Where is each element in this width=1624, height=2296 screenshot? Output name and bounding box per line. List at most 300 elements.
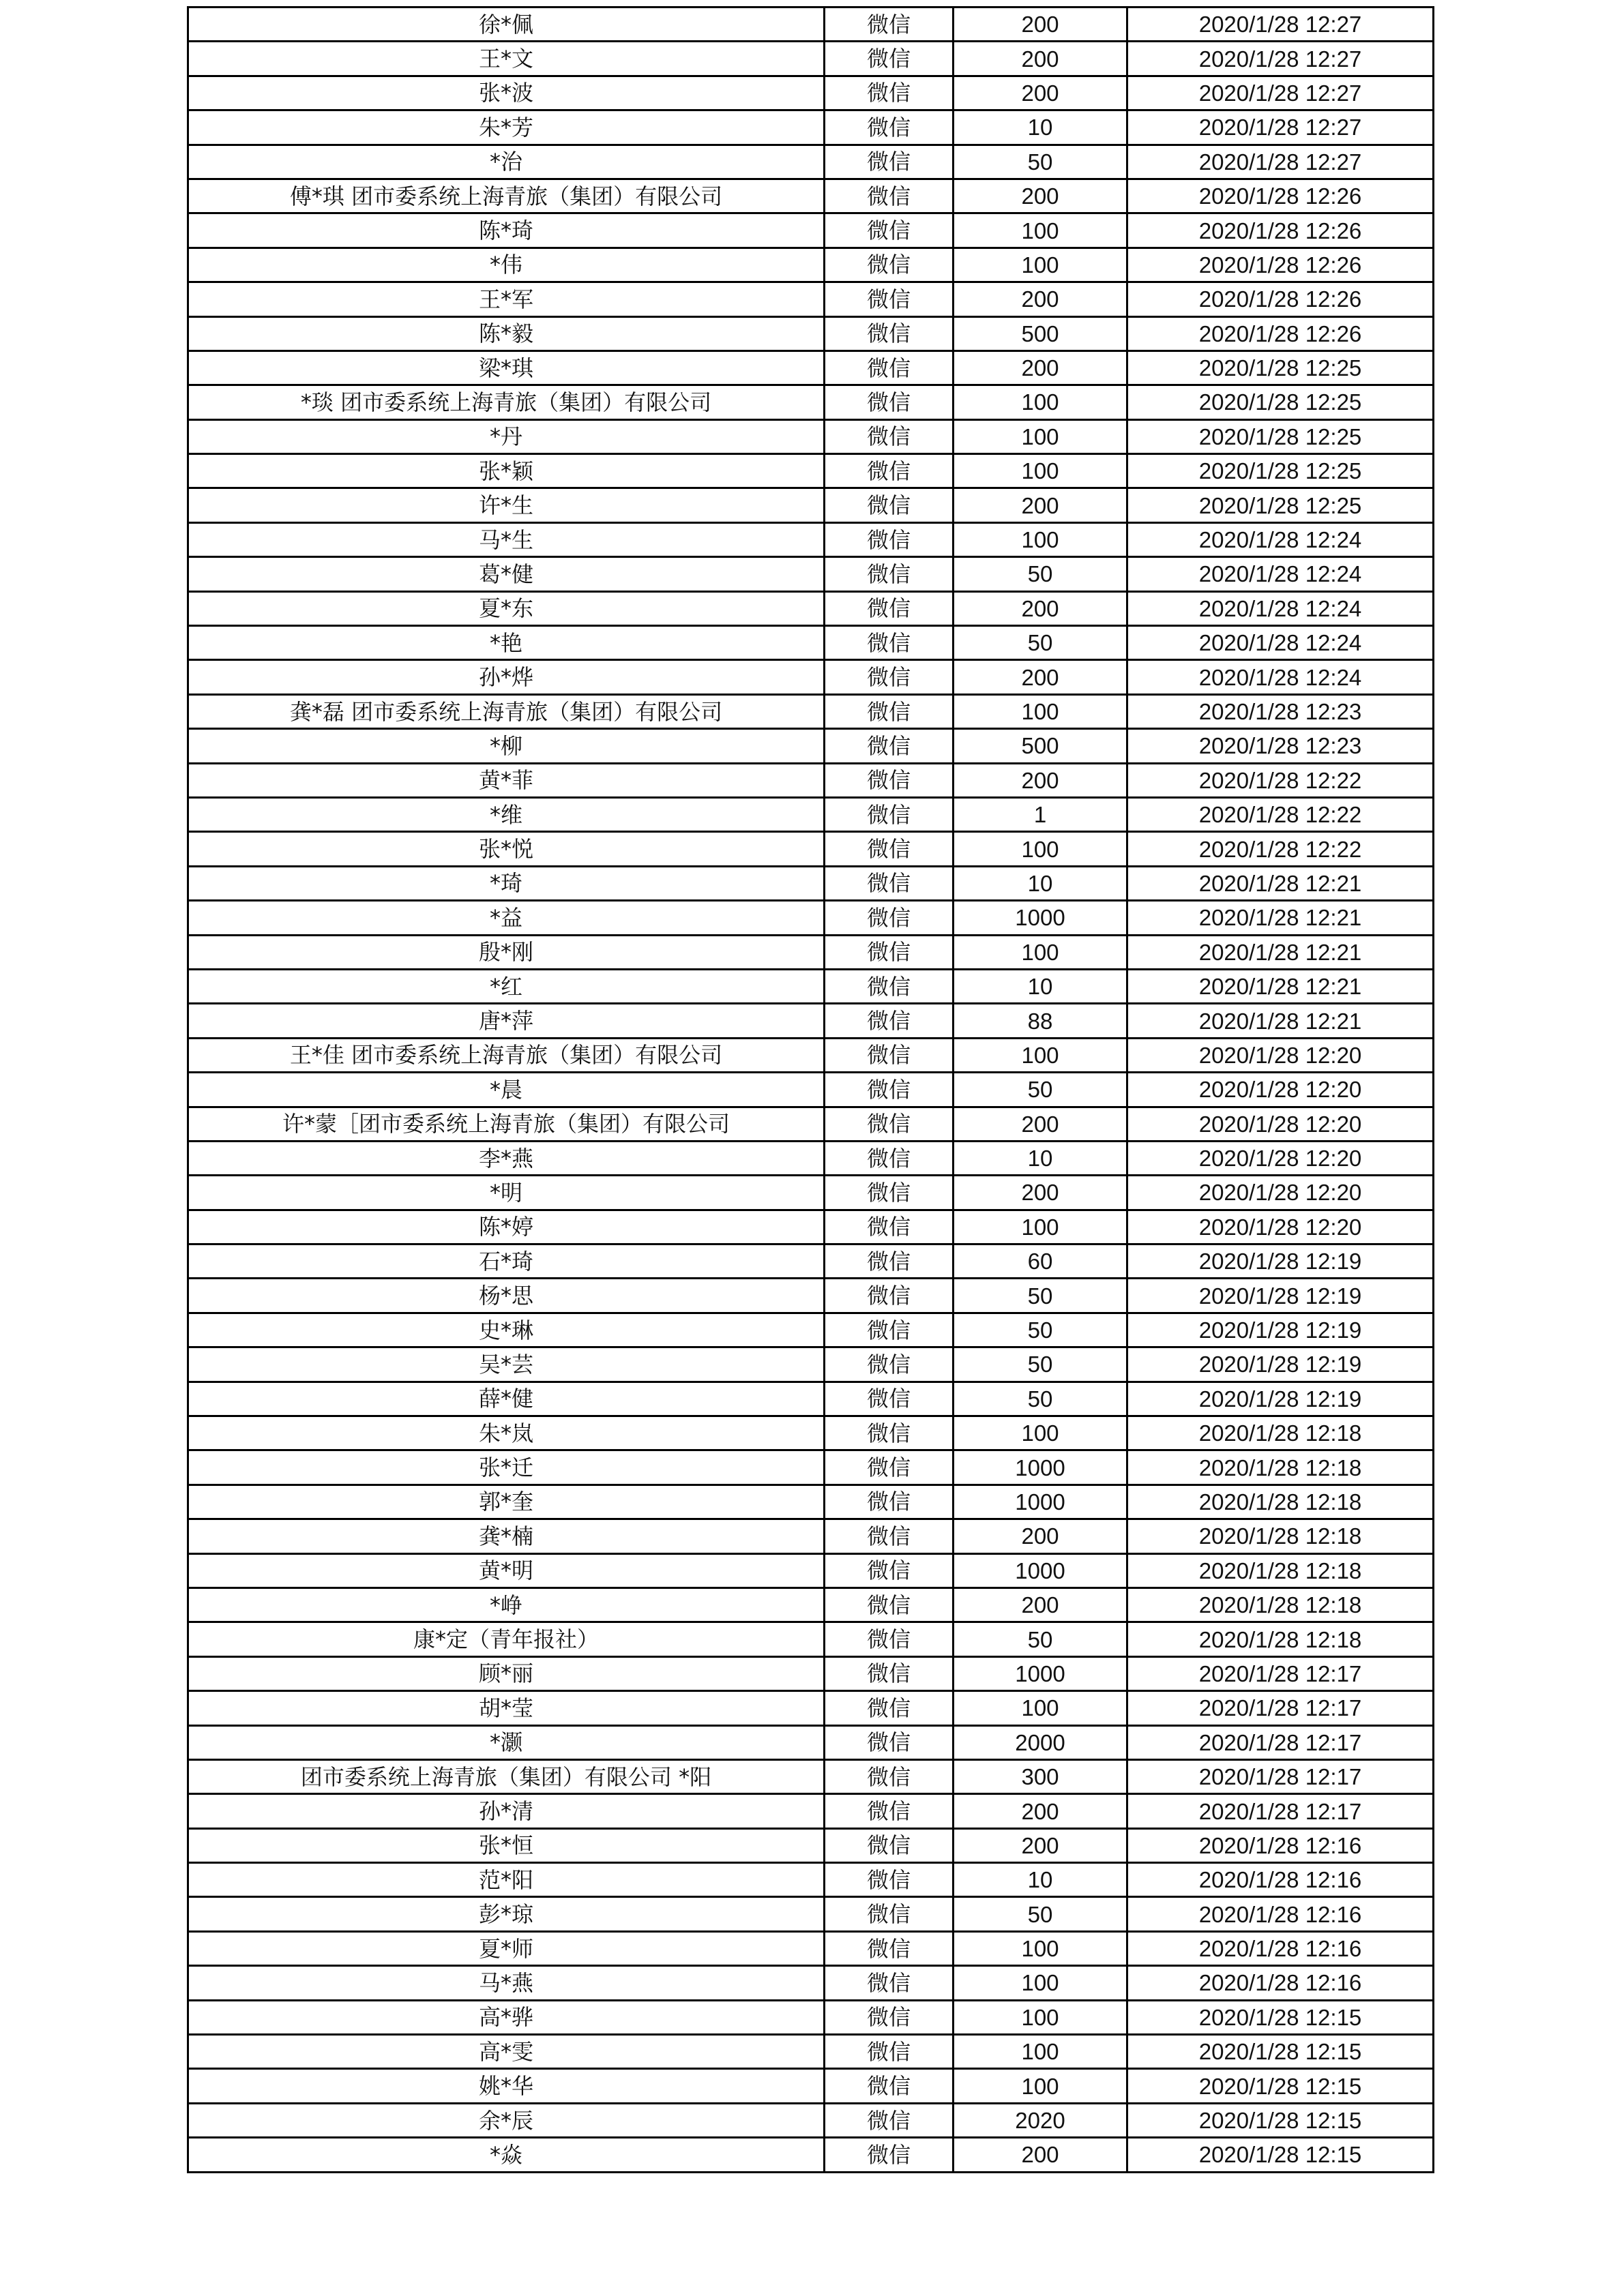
donor-name-cell: 陈*毅 bbox=[188, 316, 825, 351]
timestamp-cell: 2020/1/28 12:25 bbox=[1127, 488, 1434, 522]
donor-name-cell: *柳 bbox=[188, 729, 825, 763]
donor-name-cell: 吴*芸 bbox=[188, 1347, 825, 1382]
amount-cell: 200 bbox=[954, 1828, 1127, 1862]
table-row bbox=[188, 1725, 1434, 1759]
payment-method-cell: 微信 bbox=[825, 1759, 954, 1793]
table-row bbox=[188, 1587, 1434, 1622]
donor-name-cell: 孙*烨 bbox=[188, 660, 825, 694]
table-row bbox=[188, 2035, 1434, 2069]
amount-cell: 100 bbox=[954, 2000, 1127, 2034]
payment-method-cell: 微信 bbox=[825, 1382, 954, 1416]
amount-cell: 2020 bbox=[954, 2103, 1127, 2137]
donor-name-cell: 梁*琪 bbox=[188, 351, 825, 385]
amount-cell: 88 bbox=[954, 1004, 1127, 1038]
timestamp-cell: 2020/1/28 12:27 bbox=[1127, 76, 1434, 110]
donor-name-cell: 王*军 bbox=[188, 282, 825, 316]
table-row bbox=[188, 901, 1434, 935]
amount-cell: 200 bbox=[954, 8, 1127, 42]
timestamp-cell: 2020/1/28 12:26 bbox=[1127, 248, 1434, 282]
payment-method-cell: 微信 bbox=[825, 935, 954, 969]
table-row bbox=[188, 351, 1434, 385]
payment-method-cell: 微信 bbox=[825, 591, 954, 625]
timestamp-cell: 2020/1/28 12:17 bbox=[1127, 1794, 1434, 1828]
amount-cell: 1000 bbox=[954, 1656, 1127, 1690]
timestamp-cell: 2020/1/28 12:20 bbox=[1127, 1210, 1434, 1244]
timestamp-cell: 2020/1/28 12:17 bbox=[1127, 1691, 1434, 1725]
amount-cell: 100 bbox=[954, 832, 1127, 866]
amount-cell: 1000 bbox=[954, 1485, 1127, 1519]
donor-name-cell: *红 bbox=[188, 969, 825, 1003]
amount-cell: 50 bbox=[954, 1073, 1127, 1107]
payment-method-cell: 微信 bbox=[825, 1587, 954, 1622]
amount-cell: 2000 bbox=[954, 1725, 1127, 1759]
timestamp-cell: 2020/1/28 12:17 bbox=[1127, 1759, 1434, 1793]
table-row bbox=[188, 248, 1434, 282]
amount-cell: 50 bbox=[954, 626, 1127, 660]
timestamp-cell: 2020/1/28 12:26 bbox=[1127, 213, 1434, 248]
amount-cell: 100 bbox=[954, 419, 1127, 453]
donor-name-cell: *明 bbox=[188, 1176, 825, 1210]
payment-method-cell: 微信 bbox=[825, 626, 954, 660]
timestamp-cell: 2020/1/28 12:15 bbox=[1127, 2035, 1434, 2069]
amount-cell: 10 bbox=[954, 110, 1127, 145]
amount-cell: 1000 bbox=[954, 901, 1127, 935]
amount-cell: 50 bbox=[954, 1347, 1127, 1382]
timestamp-cell: 2020/1/28 12:22 bbox=[1127, 763, 1434, 797]
donor-name-cell: 余*辰 bbox=[188, 2103, 825, 2137]
donation-table bbox=[187, 6, 1434, 2173]
table-row bbox=[188, 729, 1434, 763]
timestamp-cell: 2020/1/28 12:20 bbox=[1127, 1176, 1434, 1210]
amount-cell: 50 bbox=[954, 1382, 1127, 1416]
amount-cell: 10 bbox=[954, 1863, 1127, 1897]
timestamp-cell: 2020/1/28 12:27 bbox=[1127, 8, 1434, 42]
table-row bbox=[188, 1897, 1434, 1931]
timestamp-cell: 2020/1/28 12:18 bbox=[1127, 1519, 1434, 1553]
payment-method-cell: 微信 bbox=[825, 1416, 954, 1450]
donor-name-cell: *琦 bbox=[188, 866, 825, 900]
donor-name-cell: *治 bbox=[188, 145, 825, 179]
donor-name-cell: 孙*清 bbox=[188, 1794, 825, 1828]
timestamp-cell: 2020/1/28 12:19 bbox=[1127, 1347, 1434, 1382]
donor-name-cell: *伟 bbox=[188, 248, 825, 282]
donor-name-cell: 张*悦 bbox=[188, 832, 825, 866]
payment-method-cell: 微信 bbox=[825, 351, 954, 385]
donor-name-cell: 张*波 bbox=[188, 76, 825, 110]
timestamp-cell: 2020/1/28 12:15 bbox=[1127, 2103, 1434, 2137]
donor-name-cell: 张*颖 bbox=[188, 454, 825, 488]
donor-name-cell: *峥 bbox=[188, 1587, 825, 1622]
donor-name-cell: *维 bbox=[188, 797, 825, 831]
table-row bbox=[188, 385, 1434, 419]
amount-cell: 200 bbox=[954, 282, 1127, 316]
donor-name-cell: 李*燕 bbox=[188, 1141, 825, 1175]
table-row bbox=[188, 213, 1434, 248]
table-row bbox=[188, 626, 1434, 660]
table-row bbox=[188, 1073, 1434, 1107]
payment-method-cell: 微信 bbox=[825, 1828, 954, 1862]
donor-name-cell: 黄*明 bbox=[188, 1553, 825, 1587]
table-row bbox=[188, 179, 1434, 213]
table-row bbox=[188, 1313, 1434, 1347]
donor-name-cell: 陈*婷 bbox=[188, 1210, 825, 1244]
donor-name-cell: 高*骅 bbox=[188, 2000, 825, 2034]
donor-name-cell: 许*生 bbox=[188, 488, 825, 522]
donor-name-cell: 王*文 bbox=[188, 42, 825, 76]
table-row bbox=[188, 2103, 1434, 2137]
table-row bbox=[188, 42, 1434, 76]
donor-name-cell: 胡*莹 bbox=[188, 1691, 825, 1725]
timestamp-cell: 2020/1/28 12:22 bbox=[1127, 832, 1434, 866]
timestamp-cell: 2020/1/28 12:20 bbox=[1127, 1141, 1434, 1175]
payment-method-cell: 微信 bbox=[825, 419, 954, 453]
timestamp-cell: 2020/1/28 12:23 bbox=[1127, 694, 1434, 728]
amount-cell: 200 bbox=[954, 42, 1127, 76]
payment-method-cell: 微信 bbox=[825, 1450, 954, 1485]
donor-name-cell: 马*生 bbox=[188, 522, 825, 556]
payment-method-cell: 微信 bbox=[825, 1347, 954, 1382]
table-row bbox=[188, 866, 1434, 900]
table-row bbox=[188, 282, 1434, 316]
amount-cell: 100 bbox=[954, 213, 1127, 248]
timestamp-cell: 2020/1/28 12:15 bbox=[1127, 2000, 1434, 2034]
table-row bbox=[188, 316, 1434, 351]
amount-cell: 100 bbox=[954, 454, 1127, 488]
payment-method-cell: 微信 bbox=[825, 1141, 954, 1175]
amount-cell: 1000 bbox=[954, 1553, 1127, 1587]
payment-method-cell: 微信 bbox=[825, 694, 954, 728]
payment-method-cell: 微信 bbox=[825, 2069, 954, 2103]
timestamp-cell: 2020/1/28 12:20 bbox=[1127, 1107, 1434, 1141]
table-row bbox=[188, 1863, 1434, 1897]
table-row bbox=[188, 1347, 1434, 1382]
amount-cell: 100 bbox=[954, 385, 1127, 419]
payment-method-cell: 微信 bbox=[825, 1210, 954, 1244]
table-row bbox=[188, 1038, 1434, 1072]
payment-method-cell: 微信 bbox=[825, 2138, 954, 2172]
timestamp-cell: 2020/1/28 12:25 bbox=[1127, 454, 1434, 488]
donor-name-cell: 夏*师 bbox=[188, 1931, 825, 1965]
timestamp-cell: 2020/1/28 12:19 bbox=[1127, 1382, 1434, 1416]
payment-method-cell: 微信 bbox=[825, 145, 954, 179]
table-row bbox=[188, 591, 1434, 625]
table-row bbox=[188, 557, 1434, 591]
payment-method-cell: 微信 bbox=[825, 213, 954, 248]
donor-name-cell: 夏*东 bbox=[188, 591, 825, 625]
payment-method-cell: 微信 bbox=[825, 2035, 954, 2069]
amount-cell: 100 bbox=[954, 1416, 1127, 1450]
amount-cell: 10 bbox=[954, 969, 1127, 1003]
amount-cell: 200 bbox=[954, 660, 1127, 694]
amount-cell: 200 bbox=[954, 179, 1127, 213]
payment-method-cell: 微信 bbox=[825, 454, 954, 488]
timestamp-cell: 2020/1/28 12:16 bbox=[1127, 1931, 1434, 1965]
amount-cell: 50 bbox=[954, 1279, 1127, 1313]
amount-cell: 200 bbox=[954, 76, 1127, 110]
timestamp-cell: 2020/1/28 12:20 bbox=[1127, 1038, 1434, 1072]
amount-cell: 200 bbox=[954, 1587, 1127, 1622]
amount-cell: 50 bbox=[954, 557, 1127, 591]
amount-cell: 1 bbox=[954, 797, 1127, 831]
payment-method-cell: 微信 bbox=[825, 729, 954, 763]
donor-name-cell: *益 bbox=[188, 901, 825, 935]
amount-cell: 100 bbox=[954, 935, 1127, 969]
payment-method-cell: 微信 bbox=[825, 660, 954, 694]
timestamp-cell: 2020/1/28 12:27 bbox=[1127, 145, 1434, 179]
amount-cell: 10 bbox=[954, 866, 1127, 900]
table-row bbox=[188, 1382, 1434, 1416]
donor-name-cell: 杨*思 bbox=[188, 1279, 825, 1313]
timestamp-cell: 2020/1/28 12:15 bbox=[1127, 2069, 1434, 2103]
table-row bbox=[188, 935, 1434, 969]
timestamp-cell: 2020/1/28 12:20 bbox=[1127, 1073, 1434, 1107]
donor-name-cell: 殷*刚 bbox=[188, 935, 825, 969]
payment-method-cell: 微信 bbox=[825, 2000, 954, 2034]
table-row bbox=[188, 488, 1434, 522]
payment-method-cell: 微信 bbox=[825, 1485, 954, 1519]
timestamp-cell: 2020/1/28 12:24 bbox=[1127, 522, 1434, 556]
timestamp-cell: 2020/1/28 12:25 bbox=[1127, 385, 1434, 419]
donor-name-cell: 徐*佩 bbox=[188, 8, 825, 42]
table-row bbox=[188, 8, 1434, 42]
amount-cell: 100 bbox=[954, 248, 1127, 282]
payment-method-cell: 微信 bbox=[825, 1691, 954, 1725]
table-row bbox=[188, 1107, 1434, 1141]
amount-cell: 1000 bbox=[954, 1450, 1127, 1485]
timestamp-cell: 2020/1/28 12:25 bbox=[1127, 351, 1434, 385]
table-row bbox=[188, 1966, 1434, 2000]
donor-name-cell: 康*定（青年报社） bbox=[188, 1622, 825, 1656]
table-row bbox=[188, 522, 1434, 556]
donor-name-cell: *琰 团市委系统上海青旅（集团）有限公司 bbox=[188, 385, 825, 419]
payment-method-cell: 微信 bbox=[825, 1176, 954, 1210]
timestamp-cell: 2020/1/28 12:18 bbox=[1127, 1622, 1434, 1656]
amount-cell: 200 bbox=[954, 1519, 1127, 1553]
timestamp-cell: 2020/1/28 12:18 bbox=[1127, 1587, 1434, 1622]
payment-method-cell: 微信 bbox=[825, 42, 954, 76]
payment-method-cell: 微信 bbox=[825, 316, 954, 351]
donor-name-cell: 龚*磊 团市委系统上海青旅（集团）有限公司 bbox=[188, 694, 825, 728]
table-row bbox=[188, 1553, 1434, 1587]
timestamp-cell: 2020/1/28 12:24 bbox=[1127, 626, 1434, 660]
donor-name-cell: 唐*萍 bbox=[188, 1004, 825, 1038]
payment-method-cell: 微信 bbox=[825, 1073, 954, 1107]
timestamp-cell: 2020/1/28 12:16 bbox=[1127, 1966, 1434, 2000]
donor-name-cell: 团市委系统上海青旅（集团）有限公司 *阳 bbox=[188, 1759, 825, 1793]
amount-cell: 500 bbox=[954, 316, 1127, 351]
donor-name-cell: 许*蒙［团市委系统上海青旅（集团）有限公司 bbox=[188, 1107, 825, 1141]
amount-cell: 60 bbox=[954, 1244, 1127, 1279]
table-row bbox=[188, 694, 1434, 728]
table-row bbox=[188, 763, 1434, 797]
table-row bbox=[188, 660, 1434, 694]
timestamp-cell: 2020/1/28 12:21 bbox=[1127, 935, 1434, 969]
payment-method-cell: 微信 bbox=[825, 1279, 954, 1313]
payment-method-cell: 微信 bbox=[825, 179, 954, 213]
table-row bbox=[188, 1519, 1434, 1553]
timestamp-cell: 2020/1/28 12:19 bbox=[1127, 1313, 1434, 1347]
payment-method-cell: 微信 bbox=[825, 248, 954, 282]
table-row bbox=[188, 145, 1434, 179]
donor-name-cell: 葛*健 bbox=[188, 557, 825, 591]
table-row bbox=[188, 1176, 1434, 1210]
timestamp-cell: 2020/1/28 12:21 bbox=[1127, 866, 1434, 900]
table-row bbox=[188, 1794, 1434, 1828]
payment-method-cell: 微信 bbox=[825, 1038, 954, 1072]
timestamp-cell: 2020/1/28 12:21 bbox=[1127, 1004, 1434, 1038]
payment-method-cell: 微信 bbox=[825, 1897, 954, 1931]
amount-cell: 200 bbox=[954, 1107, 1127, 1141]
table-row bbox=[188, 1656, 1434, 1690]
table-row bbox=[188, 1622, 1434, 1656]
table-row bbox=[188, 1004, 1434, 1038]
donor-name-cell: 范*阳 bbox=[188, 1863, 825, 1897]
payment-method-cell: 微信 bbox=[825, 557, 954, 591]
amount-cell: 100 bbox=[954, 694, 1127, 728]
table-row bbox=[188, 797, 1434, 831]
amount-cell: 50 bbox=[954, 145, 1127, 179]
timestamp-cell: 2020/1/28 12:21 bbox=[1127, 969, 1434, 1003]
payment-method-cell: 微信 bbox=[825, 282, 954, 316]
amount-cell: 200 bbox=[954, 591, 1127, 625]
payment-method-cell: 微信 bbox=[825, 76, 954, 110]
table-row bbox=[188, 419, 1434, 453]
table-row bbox=[188, 1416, 1434, 1450]
timestamp-cell: 2020/1/28 12:19 bbox=[1127, 1244, 1434, 1279]
amount-cell: 200 bbox=[954, 1176, 1127, 1210]
donor-name-cell: 黄*菲 bbox=[188, 763, 825, 797]
amount-cell: 100 bbox=[954, 1210, 1127, 1244]
timestamp-cell: 2020/1/28 12:25 bbox=[1127, 419, 1434, 453]
payment-method-cell: 微信 bbox=[825, 1313, 954, 1347]
amount-cell: 100 bbox=[954, 1038, 1127, 1072]
timestamp-cell: 2020/1/28 12:21 bbox=[1127, 901, 1434, 935]
donor-name-cell: 史*琳 bbox=[188, 1313, 825, 1347]
table-row bbox=[188, 1485, 1434, 1519]
donor-name-cell: 姚*华 bbox=[188, 2069, 825, 2103]
amount-cell: 200 bbox=[954, 2138, 1127, 2172]
payment-method-cell: 微信 bbox=[825, 1966, 954, 2000]
payment-method-cell: 微信 bbox=[825, 1725, 954, 1759]
payment-method-cell: 微信 bbox=[825, 1107, 954, 1141]
amount-cell: 200 bbox=[954, 488, 1127, 522]
table-row bbox=[188, 76, 1434, 110]
timestamp-cell: 2020/1/28 12:26 bbox=[1127, 179, 1434, 213]
timestamp-cell: 2020/1/28 12:17 bbox=[1127, 1725, 1434, 1759]
payment-method-cell: 微信 bbox=[825, 969, 954, 1003]
donor-name-cell: 郭*奎 bbox=[188, 1485, 825, 1519]
donor-name-cell: *焱 bbox=[188, 2138, 825, 2172]
table-row bbox=[188, 832, 1434, 866]
timestamp-cell: 2020/1/28 12:23 bbox=[1127, 729, 1434, 763]
donation-rows bbox=[188, 8, 1434, 2173]
donor-name-cell: 张*恒 bbox=[188, 1828, 825, 1862]
payment-method-cell: 微信 bbox=[825, 1004, 954, 1038]
amount-cell: 200 bbox=[954, 1794, 1127, 1828]
timestamp-cell: 2020/1/28 12:27 bbox=[1127, 110, 1434, 145]
donor-name-cell: 张*迁 bbox=[188, 1450, 825, 1485]
payment-method-cell: 微信 bbox=[825, 488, 954, 522]
timestamp-cell: 2020/1/28 12:27 bbox=[1127, 42, 1434, 76]
table-row bbox=[188, 1828, 1434, 1862]
amount-cell: 500 bbox=[954, 729, 1127, 763]
timestamp-cell: 2020/1/28 12:16 bbox=[1127, 1897, 1434, 1931]
donor-name-cell: *晨 bbox=[188, 1073, 825, 1107]
donor-name-cell: 傅*琪 团市委系统上海青旅（集团）有限公司 bbox=[188, 179, 825, 213]
amount-cell: 100 bbox=[954, 1966, 1127, 2000]
amount-cell: 100 bbox=[954, 522, 1127, 556]
amount-cell: 100 bbox=[954, 2069, 1127, 2103]
table-row bbox=[188, 2000, 1434, 2034]
amount-cell: 100 bbox=[954, 1691, 1127, 1725]
payment-method-cell: 微信 bbox=[825, 522, 954, 556]
payment-method-cell: 微信 bbox=[825, 763, 954, 797]
donor-name-cell: 朱*芳 bbox=[188, 110, 825, 145]
table-row bbox=[188, 1759, 1434, 1793]
donor-name-cell: 陈*琦 bbox=[188, 213, 825, 248]
amount-cell: 50 bbox=[954, 1622, 1127, 1656]
timestamp-cell: 2020/1/28 12:24 bbox=[1127, 557, 1434, 591]
payment-method-cell: 微信 bbox=[825, 8, 954, 42]
table-row bbox=[188, 1244, 1434, 1279]
amount-cell: 200 bbox=[954, 351, 1127, 385]
donor-name-cell: 薛*健 bbox=[188, 1382, 825, 1416]
timestamp-cell: 2020/1/28 12:26 bbox=[1127, 316, 1434, 351]
donor-name-cell: 石*琦 bbox=[188, 1244, 825, 1279]
timestamp-cell: 2020/1/28 12:19 bbox=[1127, 1279, 1434, 1313]
timestamp-cell: 2020/1/28 12:18 bbox=[1127, 1485, 1434, 1519]
payment-method-cell: 微信 bbox=[825, 832, 954, 866]
timestamp-cell: 2020/1/28 12:24 bbox=[1127, 591, 1434, 625]
timestamp-cell: 2020/1/28 12:16 bbox=[1127, 1863, 1434, 1897]
amount-cell: 100 bbox=[954, 1931, 1127, 1965]
payment-method-cell: 微信 bbox=[825, 2103, 954, 2137]
donor-name-cell: 朱*岚 bbox=[188, 1416, 825, 1450]
payment-method-cell: 微信 bbox=[825, 1244, 954, 1279]
payment-method-cell: 微信 bbox=[825, 901, 954, 935]
timestamp-cell: 2020/1/28 12:26 bbox=[1127, 282, 1434, 316]
table-row bbox=[188, 969, 1434, 1003]
table-row bbox=[188, 110, 1434, 145]
payment-method-cell: 微信 bbox=[825, 1519, 954, 1553]
donor-name-cell: *灏 bbox=[188, 1725, 825, 1759]
timestamp-cell: 2020/1/28 12:16 bbox=[1127, 1828, 1434, 1862]
amount-cell: 10 bbox=[954, 1141, 1127, 1175]
table-row bbox=[188, 1691, 1434, 1725]
timestamp-cell: 2020/1/28 12:15 bbox=[1127, 2138, 1434, 2172]
timestamp-cell: 2020/1/28 12:18 bbox=[1127, 1450, 1434, 1485]
table-row bbox=[188, 1450, 1434, 1485]
payment-method-cell: 微信 bbox=[825, 385, 954, 419]
table-row bbox=[188, 2069, 1434, 2103]
timestamp-cell: 2020/1/28 12:17 bbox=[1127, 1656, 1434, 1690]
amount-cell: 200 bbox=[954, 763, 1127, 797]
donor-name-cell: 顾*丽 bbox=[188, 1656, 825, 1690]
donor-name-cell: 彭*琼 bbox=[188, 1897, 825, 1931]
timestamp-cell: 2020/1/28 12:18 bbox=[1127, 1416, 1434, 1450]
amount-cell: 100 bbox=[954, 2035, 1127, 2069]
donor-name-cell: *丹 bbox=[188, 419, 825, 453]
payment-method-cell: 微信 bbox=[825, 797, 954, 831]
table-row bbox=[188, 1141, 1434, 1175]
table-row bbox=[188, 1279, 1434, 1313]
table-row bbox=[188, 1210, 1434, 1244]
payment-method-cell: 微信 bbox=[825, 110, 954, 145]
timestamp-cell: 2020/1/28 12:18 bbox=[1127, 1553, 1434, 1587]
donor-name-cell: 龚*楠 bbox=[188, 1519, 825, 1553]
payment-method-cell: 微信 bbox=[825, 1553, 954, 1587]
donor-name-cell: 高*雯 bbox=[188, 2035, 825, 2069]
